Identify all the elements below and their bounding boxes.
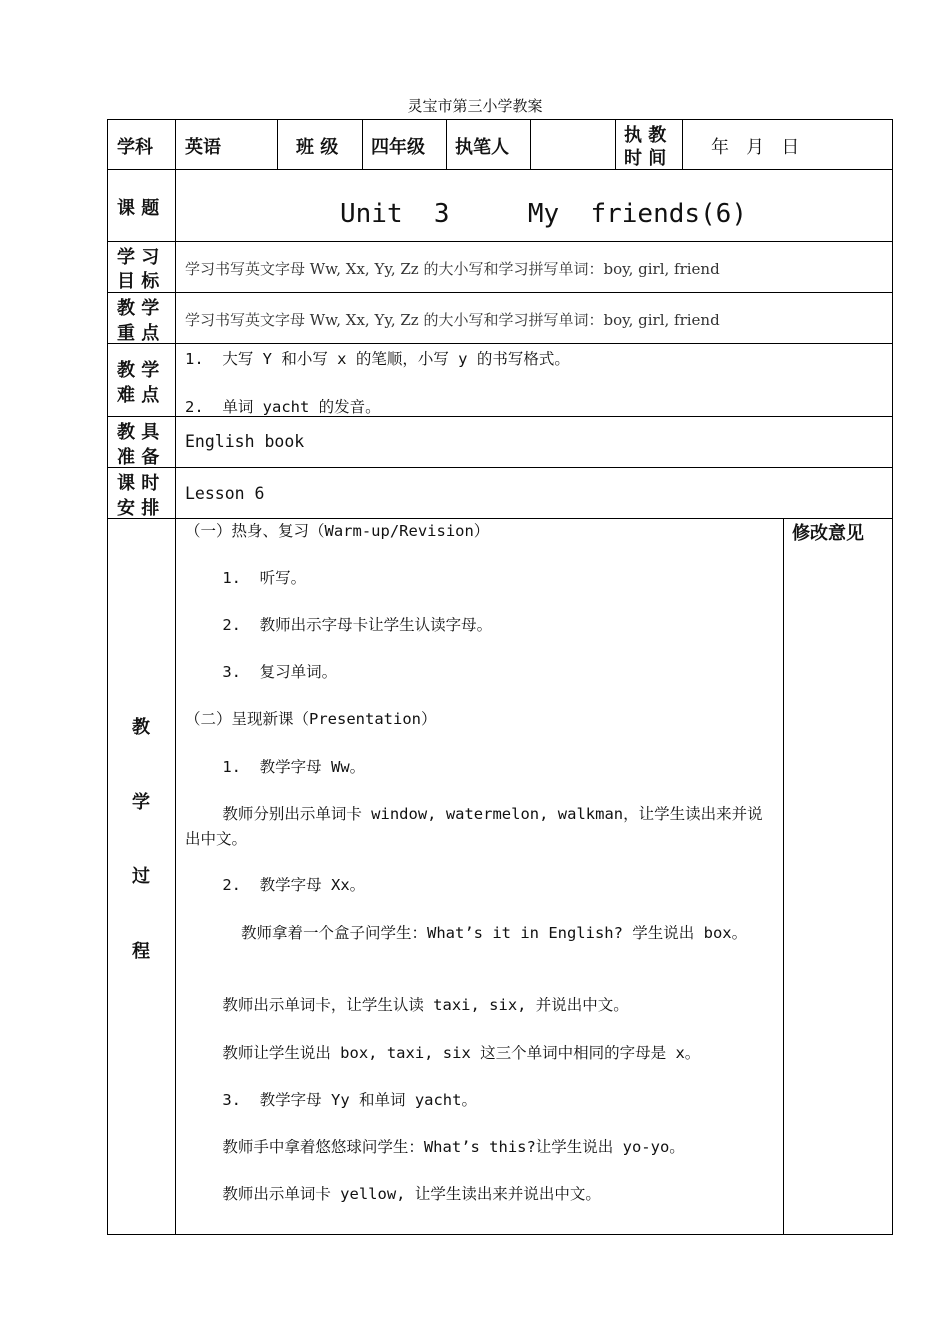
author-label: 执笔人 <box>455 137 509 158</box>
process-line: 3. 教学字母 Yy 和单词 yacht。 <box>185 1091 477 1109</box>
materials-text: English book <box>185 432 305 451</box>
process-line: 教师分别出示单词卡 window, watermelon, walkman，让学生读出来并说出中文。 <box>185 805 763 848</box>
process-line: （二）呈现新课（Presentation） <box>185 710 437 728</box>
topic-label-cell <box>107 170 176 242</box>
materials-label-line1: 教 具 <box>117 422 160 443</box>
class-value-cell <box>363 119 447 170</box>
class-value: 四年级 <box>371 137 425 158</box>
document-title: 灵宝市第三小学教案 <box>407 97 543 115</box>
objective-label-line2: 目 标 <box>117 271 160 292</box>
subject-label: 学科 <box>117 137 153 158</box>
objective-text: 学习书写英文字母 Ww, Xx, Yy, Zz 的大小写和学习拼写单词：boy, girl, friend <box>185 260 720 278</box>
materials-value-cell <box>176 417 893 468</box>
revision-cell <box>784 519 893 1235</box>
process-label-char-3: 过 <box>132 866 150 887</box>
difficulties-label-line1: 教 学 <box>117 360 160 381</box>
process-line: 教师出示单词卡 yellow, 让学生读出来并说出中文。 <box>185 1185 601 1203</box>
subject-value: 英语 <box>185 137 221 158</box>
keypoints-label-line1: 教 学 <box>117 298 160 319</box>
process-line: 3. 复习单词。 <box>185 663 338 681</box>
process-line: 2. 教师出示字母卡让学生认读字母。 <box>185 616 493 634</box>
objective-label-cell <box>107 242 176 293</box>
keypoints-text: 学习书写英文字母 Ww, Xx, Yy, Zz 的大小写和学习拼写单词：boy, girl, friend <box>185 311 720 329</box>
topic-label: 课 题 <box>117 198 160 219</box>
process-line: 1. 教学字母 Ww。 <box>185 758 366 776</box>
process-line: 教师拿着一个盒子问学生：What’s it in English? 学生说出 box。 <box>185 924 748 942</box>
class-label: 班 级 <box>296 137 339 158</box>
process-label-char-4: 程 <box>132 941 150 962</box>
process-label-cell <box>107 519 176 1235</box>
class-label-cell <box>278 119 363 170</box>
materials-label-line2: 准 备 <box>117 447 160 468</box>
materials-label-cell <box>107 417 176 468</box>
process-label-char-2: 学 <box>132 792 150 813</box>
difficulties-label-line2: 难 点 <box>117 385 160 406</box>
process-line: 教师手中拿着悠悠球问学生：What’s this?让学生说出 yo-yo。 <box>185 1138 685 1156</box>
difficulty-item-2: 2. 单词 yacht 的发音。 <box>185 398 381 416</box>
schedule-value-cell <box>176 468 893 519</box>
keypoints-value-cell <box>176 293 893 344</box>
schedule-label-cell <box>107 468 176 519</box>
process-line: 教师让学生说出 box, taxi, six 这三个单词中相同的字母是 x。 <box>185 1044 701 1062</box>
schedule-label-line2: 安 排 <box>117 498 160 519</box>
time-label-line1: 执 教 <box>624 125 667 146</box>
author-value-cell <box>531 119 616 170</box>
revision-label: 修改意见 <box>792 523 864 544</box>
process-line: 教师出示单词卡，让学生认读 taxi, six, 并说出中文。 <box>185 996 629 1014</box>
keypoints-label-cell <box>107 293 176 344</box>
objective-value-cell <box>176 242 893 293</box>
date-value-cell <box>683 119 893 170</box>
topic-value-cell <box>176 170 893 242</box>
keypoints-label-line2: 重 点 <box>117 323 160 344</box>
time-label-line2: 时 间 <box>624 148 667 169</box>
lesson-title: Unit 3 My friends(6) <box>340 199 747 229</box>
objective-label-line1: 学 习 <box>117 247 160 268</box>
process-line: （一）热身、复习（Warm-up/Revision） <box>185 522 490 540</box>
process-label-char-1: 教 <box>132 717 150 738</box>
date-value: 年 月 日 <box>711 137 800 158</box>
difficulties-value-cell <box>176 344 893 417</box>
difficulty-item-1: 1. 大写 Y 和小写 x 的笔顺，小写 y 的书写格式。 <box>185 350 570 368</box>
schedule-text: Lesson 6 <box>185 484 265 503</box>
process-line: 2. 教学字母 Xx。 <box>185 876 366 894</box>
schedule-label-line1: 课 时 <box>117 473 160 494</box>
process-line: 1. 听写。 <box>185 569 307 587</box>
time-label-cell <box>616 119 683 170</box>
subject-value-cell <box>176 119 278 170</box>
difficulties-label-cell <box>107 344 176 417</box>
subject-label-cell <box>107 119 176 170</box>
author-label-cell <box>447 119 531 170</box>
